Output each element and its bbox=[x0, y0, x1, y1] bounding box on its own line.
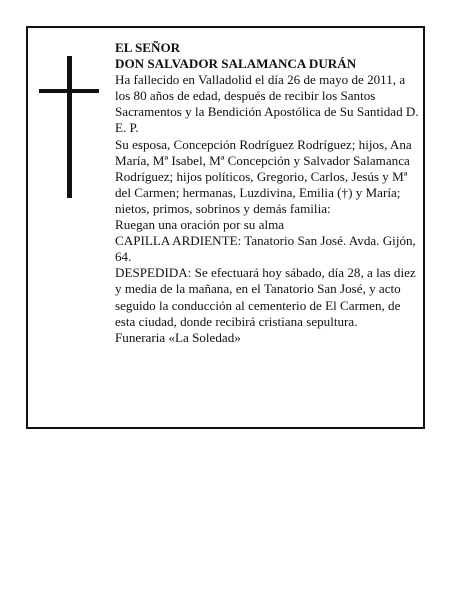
death-announcement: Ha fallecido en Valladolid el día 26 de mayo de 2011, a los 80 años de edad, después de recibir los Santos Sacramentos y la Bendición Apostólica de Su Santidad D. E. P. bbox=[115, 72, 419, 136]
cross-icon bbox=[39, 56, 99, 198]
cross-vertical-bar bbox=[67, 56, 72, 198]
obituary-notice bbox=[26, 26, 425, 429]
prayer-request: Ruegan una oración por su alma bbox=[115, 217, 285, 233]
deceased-name: DON SALVADOR SALAMANCA DURÁN bbox=[115, 56, 357, 72]
farewell-info: DESPEDIDA: Se efectuará hoy sábado, día 28, a las diez y media de la mañana, en el Tanatorio San José, y acto seguido la conducción al cementerio de El Carmen, de esta ciudad, donde recibirá cristiana sepultura. bbox=[115, 265, 416, 329]
notice-heading-title: EL SEÑOR bbox=[115, 40, 181, 55]
chapel-info: CAPILLA ARDIENTE: Tanatorio San José. Avda. Gijón, 64. bbox=[115, 233, 416, 265]
notice-text bbox=[115, 40, 421, 346]
family-list: Su esposa, Concepción Rodríguez Rodríguez; hijos, Ana María, Mª Isabel, Mª Concepción y Salvador Salamanca Rodríguez; hijos políticos, Gregorio, Carlos, Jesús y Mª del Carmen; hermanas, Luzdivina, Emilia (†) y María; nietos, primos, sobrinos y demás familia: bbox=[115, 136, 412, 216]
funeral-home: Funeraria «La Soledad» bbox=[115, 329, 241, 345]
cross-horizontal-bar bbox=[39, 89, 99, 93]
